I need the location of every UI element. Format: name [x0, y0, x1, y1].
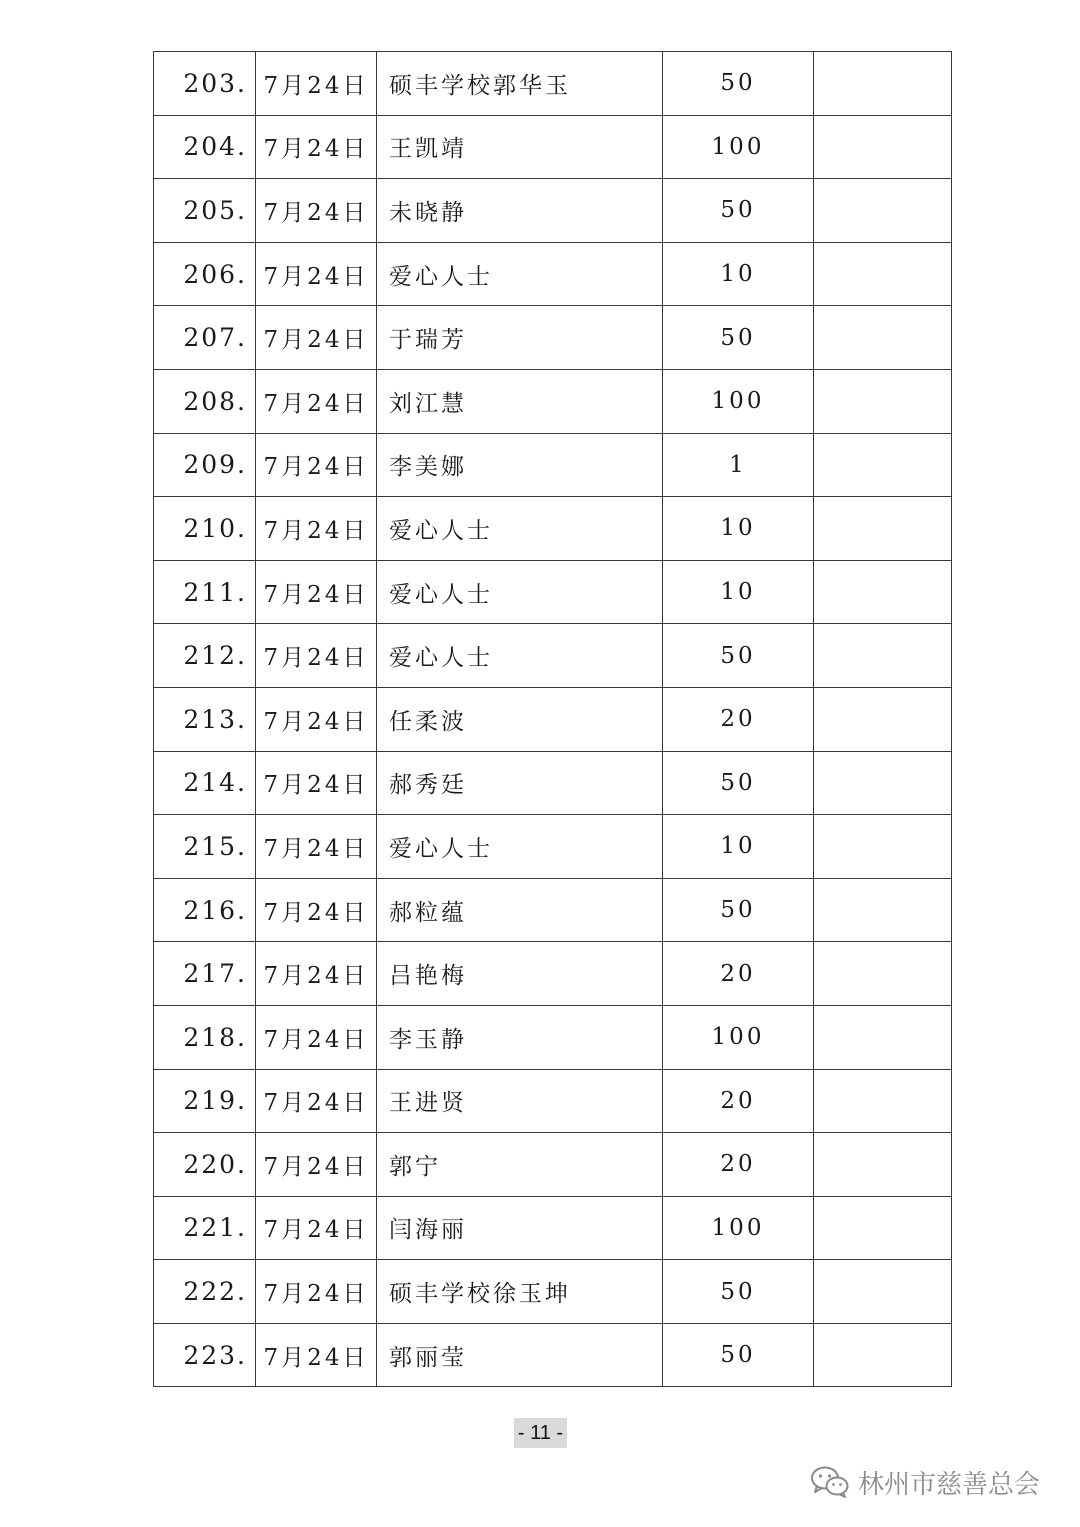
table-row [154, 687, 952, 751]
donation-table [153, 51, 952, 1387]
row-number: 222. [154, 1260, 256, 1324]
remarks-cell [814, 497, 952, 561]
donation-date: 7月24日 [256, 1005, 377, 1069]
donation-date: 7月24日 [256, 1260, 377, 1324]
row-number: 203. [154, 52, 256, 116]
remarks-cell [814, 433, 952, 497]
row-number: 219. [154, 1069, 256, 1133]
remarks-cell [814, 942, 952, 1006]
donation-amount: 100 [663, 115, 814, 179]
row-number: 205. [154, 179, 256, 243]
donation-date: 7月24日 [256, 878, 377, 942]
remarks-cell [814, 306, 952, 370]
table-row [154, 433, 952, 497]
table-row [154, 179, 952, 243]
row-number: 211. [154, 560, 256, 624]
remarks-cell [814, 52, 952, 116]
donor-name: 刘江慧 [377, 369, 663, 433]
donation-amount: 50 [663, 1323, 814, 1387]
table-row [154, 369, 952, 433]
donation-date: 7月24日 [256, 433, 377, 497]
remarks-cell [814, 815, 952, 879]
watermark [810, 1462, 1040, 1502]
donation-date: 7月24日 [256, 242, 377, 306]
donation-date: 7月24日 [256, 815, 377, 879]
donation-amount: 50 [663, 624, 814, 688]
donation-amount: 10 [663, 242, 814, 306]
donation-amount: 50 [663, 52, 814, 116]
donation-amount: 20 [663, 942, 814, 1006]
donation-amount: 20 [663, 1069, 814, 1133]
remarks-cell [814, 560, 952, 624]
donation-date: 7月24日 [256, 1133, 377, 1197]
donor-name: 爱心人士 [377, 560, 663, 624]
donation-date: 7月24日 [256, 1323, 377, 1387]
row-number: 218. [154, 1005, 256, 1069]
row-number: 212. [154, 624, 256, 688]
remarks-cell [814, 1260, 952, 1324]
remarks-cell [814, 624, 952, 688]
donation-amount: 50 [663, 306, 814, 370]
table-row [154, 1196, 952, 1260]
donor-name: 吕艳梅 [377, 942, 663, 1006]
table-row [154, 1133, 952, 1197]
remarks-cell [814, 1196, 952, 1260]
donor-name: 郝粒蕴 [377, 878, 663, 942]
donation-date: 7月24日 [256, 1196, 377, 1260]
donor-name: 爱心人士 [377, 624, 663, 688]
row-number: 204. [154, 115, 256, 179]
row-number: 215. [154, 815, 256, 879]
row-number: 210. [154, 497, 256, 561]
donor-name: 任柔波 [377, 687, 663, 751]
donation-amount: 100 [663, 1005, 814, 1069]
table-row [154, 497, 952, 561]
donor-name: 未晓静 [377, 179, 663, 243]
donation-amount: 20 [663, 687, 814, 751]
donation-amount: 10 [663, 497, 814, 561]
table-row [154, 1260, 952, 1324]
donation-amount: 50 [663, 751, 814, 815]
table-row [154, 942, 952, 1006]
donation-date: 7月24日 [256, 1069, 377, 1133]
donor-name: 郝秀廷 [377, 751, 663, 815]
donor-name: 郭丽莹 [377, 1323, 663, 1387]
remarks-cell [814, 1069, 952, 1133]
row-number: 207. [154, 306, 256, 370]
table-row [154, 242, 952, 306]
donor-name: 闫海丽 [377, 1196, 663, 1260]
row-number: 213. [154, 687, 256, 751]
row-number: 223. [154, 1323, 256, 1387]
donation-date: 7月24日 [256, 560, 377, 624]
donor-name: 硕丰学校徐玉坤 [377, 1260, 663, 1324]
page-number: - 11 - [514, 1418, 567, 1448]
remarks-cell [814, 369, 952, 433]
donation-amount: 1 [663, 433, 814, 497]
row-number: 214. [154, 751, 256, 815]
table-row [154, 52, 952, 116]
table-row [154, 815, 952, 879]
donation-amount: 100 [663, 369, 814, 433]
remarks-cell [814, 751, 952, 815]
row-number: 216. [154, 878, 256, 942]
donor-name: 李美娜 [377, 433, 663, 497]
donation-date: 7月24日 [256, 624, 377, 688]
donation-date: 7月24日 [256, 115, 377, 179]
table-row [154, 115, 952, 179]
donation-date: 7月24日 [256, 751, 377, 815]
table-row [154, 751, 952, 815]
row-number: 220. [154, 1133, 256, 1197]
donation-date: 7月24日 [256, 497, 377, 561]
remarks-cell [814, 115, 952, 179]
donation-amount: 10 [663, 815, 814, 879]
remarks-cell [814, 1133, 952, 1197]
watermark-text: 林州市慈善总会 [858, 1469, 1041, 1500]
donation-amount: 100 [663, 1196, 814, 1260]
donation-amount: 10 [663, 560, 814, 624]
remarks-cell [814, 1323, 952, 1387]
donation-date: 7月24日 [256, 369, 377, 433]
donation-date: 7月24日 [256, 306, 377, 370]
remarks-cell [814, 1005, 952, 1069]
donation-date: 7月24日 [256, 687, 377, 751]
table-row [154, 306, 952, 370]
donation-amount: 20 [663, 1133, 814, 1197]
donation-amount: 50 [663, 179, 814, 243]
remarks-cell [814, 687, 952, 751]
table-row [154, 624, 952, 688]
row-number: 221. [154, 1196, 256, 1260]
donor-name: 硕丰学校郭华玉 [377, 52, 663, 116]
donation-amount: 50 [663, 878, 814, 942]
donor-name: 李玉静 [377, 1005, 663, 1069]
donation-amount: 50 [663, 1260, 814, 1324]
donation-date: 7月24日 [256, 942, 377, 1006]
table-row [154, 1005, 952, 1069]
donor-name: 爱心人士 [377, 815, 663, 879]
table-row [154, 878, 952, 942]
remarks-cell [814, 242, 952, 306]
remarks-cell [814, 878, 952, 942]
donor-name: 爱心人士 [377, 242, 663, 306]
row-number: 217. [154, 942, 256, 1006]
table-body [154, 52, 952, 1387]
row-number: 209. [154, 433, 256, 497]
donor-name: 王凯靖 [377, 115, 663, 179]
row-number: 208. [154, 369, 256, 433]
wechat-icon [810, 1465, 850, 1499]
donor-name: 王进贤 [377, 1069, 663, 1133]
table-row [154, 560, 952, 624]
row-number: 206. [154, 242, 256, 306]
donor-name: 郭宁 [377, 1133, 663, 1197]
remarks-cell [814, 179, 952, 243]
table-row [154, 1323, 952, 1387]
table-row [154, 1069, 952, 1133]
donation-date: 7月24日 [256, 179, 377, 243]
donor-name: 于瑞芳 [377, 306, 663, 370]
donation-date: 7月24日 [256, 52, 377, 116]
donor-name: 爱心人士 [377, 497, 663, 561]
